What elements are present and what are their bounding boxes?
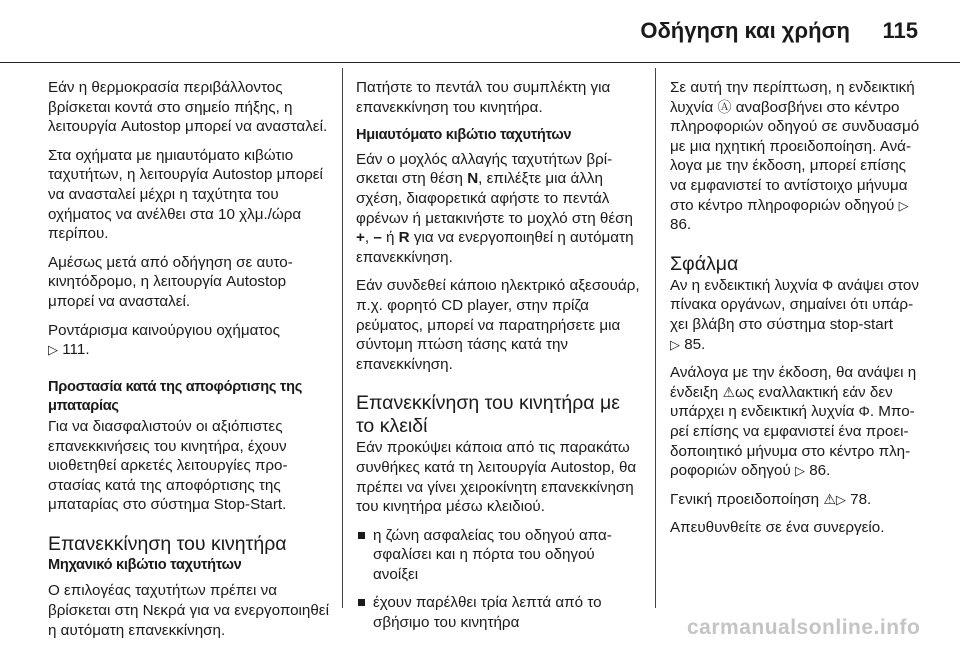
- paragraph: [670, 78, 926, 235]
- paragraph: Εάν η θερμοκρασία περιβάλλοντος βρίσκεται κοντά στο σημείο πήξης, η λειτουργία Autostop μπορεί να ανασταλεί.: [48, 79, 328, 136]
- list-item: [356, 526, 642, 585]
- subheading: Προστασία κατά της αποφόρτισης της μπαταρίας: [48, 378, 302, 415]
- paragraph: Εάν προκύψει κάποια από τις παρακάτω συνθήκες κατά τη λειτουργία Autostop, θα πρέπει να γίνει χειροκίνητη επανεκκίνηση του κινητήρα μέσω κλειδιού.: [356, 439, 637, 516]
- paragraph: Στα οχήματα με ημιαυτόματο κιβώτιο ταχυτήτων, η λειτουργία Autostop μπορεί να ανασταλεί μέχρι η ταχύτητα του οχήματος να ανέλθει στα 10 χλμ./ώρα περίπου.: [48, 146, 323, 243]
- paragraph: [670, 363, 926, 481]
- fault-lamp-icon: Φ: [858, 403, 870, 420]
- warning-icon: ⚠: [823, 490, 836, 507]
- paragraph: [48, 321, 332, 360]
- page-reference-icon: ▷: [794, 463, 805, 479]
- paragraph: Ο επιλογέας ταχυτήτων πρέπει να βρίσκεται στη Νεκρά για να ενεργοποιηθεί η αυτόματη επανεκκίνηση.: [48, 582, 329, 639]
- subheading: Μηχανικό κιβώτιο ταχυτήτων: [48, 556, 242, 573]
- page-title: Οδήγηση και χρήση: [640, 18, 850, 43]
- fault-lamp-icon: Φ: [822, 276, 834, 293]
- autostop-lamp-icon: Ⓐ: [717, 98, 732, 115]
- list-item-text: έχουν παρέλθει τρία λεπτά από το σβήσιμο του κινητήρα: [373, 594, 602, 632]
- column-1: [48, 78, 332, 649]
- page-reference-icon: ▷: [48, 342, 58, 358]
- column-2: [356, 78, 642, 642]
- paragraph-text: αναβοσβήνει στο κέντρο πληροφοριών οδηγού σε συνδυασμό με μια ηχητική προειδοποίηση. Ανάλογα με την έκδοση, μπορεί επίσης να εμφανιστεί το αντίστοιχο μήνυμα στο κέντρο πληροφοριών οδηγού: [670, 98, 920, 214]
- paragraph-text: Γενική προειδοποίηση: [670, 490, 824, 508]
- paragraph: Πατήστε το πεντάλ του συμπλέκτη για επανεκκίνηση του κινητήρα.: [356, 79, 611, 116]
- section-title: Σφάλμα: [670, 252, 739, 275]
- paragraph-text: , επιλέξτε μια άλλη σχέση, διαφορετικά αφήστε το πεντάλ φρένων ή μετακινήστε το μοχλό στη θέση: [356, 170, 633, 227]
- paragraph-text: ως εναλλακτική εάν δεν υπάρχει η ενδεικτική λυχνία: [670, 383, 893, 421]
- paragraph: Για να διασφαλιστούν οι αξιόπιστες επανεκκινήσεις του κινητήρα, έχουν υιοθετηθεί αρκετές λειτουργίες προστασίας κατά της αποφόρτισης της μπαταρίας στο σύστημα Stop-Start.: [48, 417, 288, 514]
- bullet-icon: [358, 532, 365, 539]
- paragraph: [670, 276, 926, 354]
- page-reference[interactable]: 111.: [62, 341, 90, 359]
- page-reference[interactable]: 85.: [684, 335, 706, 353]
- list-item: [356, 593, 642, 632]
- paragraph-text: ή: [381, 229, 399, 247]
- paragraph: [670, 490, 926, 510]
- gear-plus: +: [356, 229, 365, 247]
- page-header: [0, 0, 960, 63]
- paragraph-text: ,: [364, 229, 374, 247]
- column-divider: [342, 68, 343, 608]
- paragraph: [356, 150, 642, 268]
- paragraph-text: Αν η ενδεικτική λυχνία: [670, 276, 823, 294]
- paragraph-text: για να ενεργοποιηθεί η αυτόματη επανεκκίνηση.: [356, 229, 634, 266]
- subheading: Ημιαυτόματο κιβώτιο ταχυτήτων: [356, 127, 572, 144]
- page-reference[interactable]: 86.: [809, 462, 831, 480]
- bullet-icon: [358, 599, 365, 606]
- warning-icon: ⚠: [722, 383, 735, 400]
- list-item-text: η ζώνη ασφαλείας του οδηγού απασφαλίσει και η πόρτα του οδηγού ανοίξει: [373, 526, 612, 583]
- paragraph-text: Ανάλογα με την έκδοση, θα ανάψει η ένδειξη: [670, 364, 917, 401]
- page-number: 115: [882, 18, 918, 43]
- paragraph: Εάν συνδεθεί κάποιο ηλεκτρικό αξεσουάρ, π.χ. φορητό CD player, στην πρίζα ρεύματος, μπορεί να παρατηρήσετε μια σύντομη πτώση τάσης κατά την επανεκκίνηση.: [356, 277, 640, 373]
- page-reference[interactable]: 86.: [670, 216, 692, 234]
- column-3: [670, 78, 926, 547]
- section-title: Επανεκκίνηση του κινητήρα με το κλειδί: [356, 392, 620, 438]
- gear-r: R: [398, 229, 410, 247]
- paragraph-text: Σε αυτή την περίπτωση, η ενδεικτική λυχνία: [670, 79, 915, 116]
- page-reference-icon: ▷: [670, 336, 680, 352]
- paragraph: Απευθυνθείτε σε ένα συνεργείο.: [670, 519, 885, 537]
- page-reference[interactable]: 78.: [850, 490, 872, 508]
- page-reference-icon: ▷: [835, 491, 846, 507]
- paragraph-text: Ροντάρισμα καινούργιου οχήματος: [48, 321, 280, 339]
- paragraph: Αμέσως μετά από οδήγηση σε αυτοκινητόδρομο, η λειτουργία Autostop μπορεί να ανασταλεί.: [48, 253, 293, 310]
- paragraph-text: . Μπορεί επίσης να εμφανιστεί ένα προειδοποιητικό μήνυμα στο κέντρο πληροφοριών οδηγού: [670, 403, 915, 480]
- paragraph-text: ανάψει στον πίνακα οργάνων, σημαίνει ότι υπάρχει βλάβη στο σύστημα stop-start: [670, 276, 919, 333]
- bullet-list: [356, 526, 642, 633]
- paragraph-text: Εάν ο μοχλός αλλαγής ταχυτήτων βρίσκεται στη θέση: [356, 150, 613, 188]
- page-reference-icon: ▷: [898, 197, 909, 213]
- column-divider: [655, 68, 656, 608]
- gear-n: N: [467, 170, 479, 188]
- watermark: carmanualsonline.info: [687, 616, 921, 639]
- gear-minus: –: [373, 229, 382, 247]
- section-title: Επανεκκίνηση του κινητήρα: [48, 532, 287, 555]
